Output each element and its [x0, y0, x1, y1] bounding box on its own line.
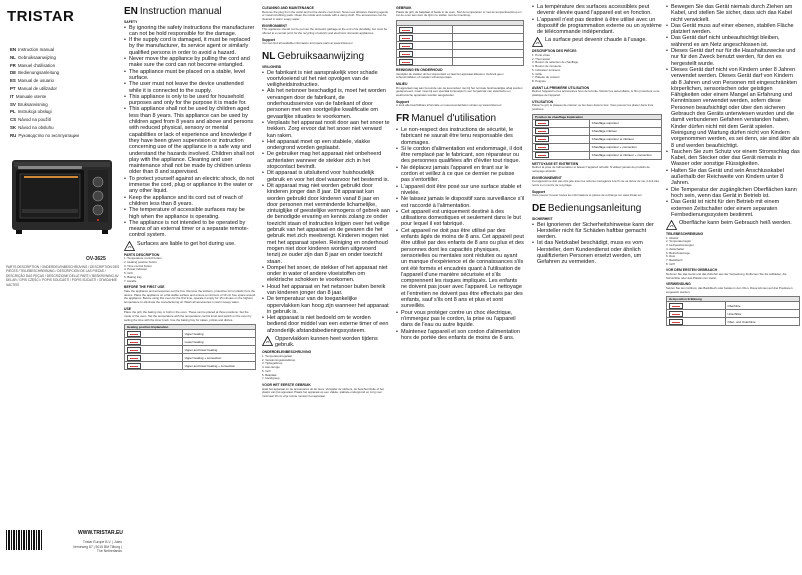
table-row: [533, 119, 662, 127]
parts-item: 5. Grill: [262, 368, 271, 373]
oven-mode-icon: [399, 27, 413, 33]
de-heating-table: [666, 296, 800, 326]
oven-mode-icon: [127, 339, 141, 345]
heating-mode-label: Ober- und Unterhitze: [725, 318, 799, 326]
en-heading: [124, 6, 256, 17]
en-support-label: Support: [262, 37, 275, 42]
heating-mode-label: Upper heating + convection: [182, 354, 255, 362]
heating-mode-icon-cell: [533, 119, 590, 127]
hot-surface-icon: [262, 336, 273, 346]
oven-mode-icon: [399, 43, 413, 49]
oven-mode-icon: [669, 303, 683, 309]
heating-mode-label: Upper heating: [182, 330, 255, 338]
list-item: • Si le cordon d'alimentation est endommagé, il doit être remplacé par le fabricant, son réparateur ou des personnes qualifiées afin d'éviter tout risque.: [396, 146, 524, 165]
heating-mode-icon-cell: [125, 338, 183, 346]
website-url[interactable]: WWW.TRISTAR.EU: [78, 530, 123, 536]
parts-item: 3. Tijdregelknop: [262, 361, 283, 366]
list-item: • Dompel het snoer, de stekker of het apparaat niet onder in water of andere vloeistoffen om elektrische schokken te voorkomen.: [262, 265, 390, 284]
de-use-text: Setzen Sie den Grillrost, das Backblech oder beides in den Ofen. Diese können auf drei Positionen eingesetzt werden.: [666, 285, 793, 294]
parts-item: 2. Temperaturregler: [666, 239, 692, 244]
de-code: DE: [532, 203, 546, 214]
language-entry: [10, 124, 122, 132]
fr-parts-label: DESCRIPTION DES PIÈCES: [532, 49, 577, 54]
table-row: [125, 346, 256, 354]
language-title: Gebruiksaanwijzing: [17, 54, 56, 60]
nl-cleaning-label: REINIGING EN ONDERHOUD: [396, 68, 443, 72]
nl-use-label: GEBRUIK: [396, 6, 412, 10]
en-parts-label: PARTS DESCRIPTION: [124, 252, 160, 257]
list-item: • By ignoring the safety instructions the manufacturer can not be hold responsible for the damage.: [124, 25, 256, 38]
language-title: Návod na použití: [18, 117, 52, 123]
language-code: SV: [10, 101, 16, 107]
column-en-nl: [262, 4, 390, 572]
column-fr: [532, 4, 662, 572]
heating-mode-label: Upper and lower heating + convection: [182, 362, 255, 370]
oven-mode-icon: [399, 59, 413, 65]
heating-mode-icon-cell: [125, 354, 183, 362]
parts-item: 7. Backblech: [666, 257, 683, 262]
list-item: • Keep the appliance and its cord out of reach of children less than 8 years.: [124, 195, 256, 208]
en-safety-list: [124, 25, 256, 239]
nl-title: Gebruiksaanwijzing: [277, 51, 365, 62]
parts-item: 6. Bakplaat: [262, 372, 277, 377]
list-item: • The appliance must be placed on a stable, level surface.: [124, 69, 256, 82]
parts-item: 1. Glastür: [666, 235, 679, 240]
table-row: [125, 330, 256, 338]
list-item: • Als het netsnoer beschadigd is, moet het worden vervangen door de fabrikant, de onderhoudsservice van de fabrikant of door personen met een soortgelijke kwalificatie om gevaarlijke situaties te voorkomen.: [262, 88, 390, 119]
table-row: [397, 26, 524, 34]
oven-mode-icon: [399, 35, 413, 41]
en-cleaning-label: CLEANING AND MAINTENANCE: [262, 6, 314, 10]
fr-safety-list: [396, 127, 524, 341]
fr-use-text: Placez le gril, le plateau de cuisson ou les deux dans le four. Vous pouvez les placer dans trois positions.: [532, 103, 654, 111]
list-item: • The appliance is not intended to be operated by means of an external timer or a separate remote-control system.: [124, 220, 256, 239]
parts-item: 3. Bouton de sélection de chauffage: [532, 60, 579, 65]
parts-item: 5. Indicateur lumineux: [532, 67, 561, 72]
en-use-text: Place the grill, the baking tray or both in the oven. These can be placed at three positions. Set the mode of the oven. Set the temperature with the temperature control knob and switch on the oven by setting the time with the timer knob. Use the baking tray for cakes, pizzas and dishes.: [124, 310, 252, 322]
list-item: • Tauchen Sie zum Schutz vor einem Stromschlag das Kabel, den Stecker oder das Gerät niemals in Wasser oder sonstige Flüssigkeiten.: [666, 149, 800, 168]
list-item: • Das Gerät muss auf einer ebenen, stabilen Fläche platziert werden.: [666, 23, 800, 36]
heating-mode-icon-cell: [397, 50, 453, 58]
fr-safety-list-cont: [532, 4, 662, 35]
language-code: ES: [10, 78, 16, 84]
language-code: EN: [10, 47, 17, 52]
parts-item: 7. Handle: [124, 278, 137, 283]
heating-mode-icon-cell: [533, 151, 590, 159]
list-item: • Never move the appliance by pulling the cord and make sure the cord can not become entangled.: [124, 56, 256, 69]
nl-heating-table: [396, 20, 524, 66]
nl-parts-list: [262, 355, 390, 381]
list-item: • Das Gerät ist nicht für den Betrieb mit einem externen Zeitschalter oder einem separaten Fernbedienungssystem bestimmt.: [666, 199, 800, 218]
de-before-label: VOR DEM ERSTEN GEBRAUCH: [666, 268, 718, 273]
language-code: FR: [10, 62, 16, 68]
list-item: • Cet appareil est uniquement destiné à des utilisations domestiques et seulement dans le but pour lequel il est fabriqué.: [396, 209, 524, 228]
list-item: • Ne déplacez jamais l'appareil en tirant sur le cordon et veillez à ce que ce dernier ne puisse pas s'entortiller.: [396, 165, 524, 184]
list-item: • Dieses Gerät darf nur für die Haushaltszwecke und nur für den Zweck benutzt werden, für den es hergestellt wurde.: [666, 48, 800, 67]
en-before-text: Take the appliance and accessories out the box. Remove the stickers, protective foil or plastic from the device. Place the appliance on a flat stable surface and ensure a minimum of 10 cm free space around the appliance. Before using this oven for the first time, operate it empty for 15 minutes on the highest temperature to eliminate the manufacturing oil. Wash all accessories in warm soapy water.: [124, 288, 256, 304]
list-item: • The temperature of accessible surfaces may be high when the appliance is operating.: [124, 207, 256, 220]
fr-title: Manuel d'utilisation: [411, 113, 497, 124]
language-entry: [10, 85, 122, 93]
list-item: • Dieses Gerät darf nicht von Kindern unter 8 Jahren verwendet werden. Dieses Gerät darf von Kindern ab 8 Jahren und von Personen mit eingeschränkten körperlichen, sensorischen oder geistigen Fähigkeiten oder einem Mangel an Erfahrung und Kenntnissen verwendet werden, sofern diese Personen beaufsichtigt oder über den sicheren Gebrauch des Geräts unterwiesen wurden und die damit verbundenen Gefahren verstanden haben. Kinder dürfen nicht mit dem Gerät spielen. Reinigung und Wartung dürfen nicht von Kindern vorgenommen werden, es sei denn, sie sind älter als 8 und werden beaufsichtigt.: [666, 67, 800, 149]
list-item: • La température des surfaces accessibles peut devenir élevée quand l'appareil est en fonction.: [532, 4, 662, 17]
language-title: Manual de utilizador: [17, 85, 57, 91]
table-row: [125, 354, 256, 362]
list-item: • If the supply cord is damaged, it must be replaced by the manufacturer, its service agent or similarly qualified persons in order to avoid a hazard.: [124, 37, 256, 56]
list-item: • Houd het apparaat en het netsnoer buiten bereik van kinderen jonger dan 8 jaar.: [262, 284, 390, 297]
de-safety-list-cont: [666, 4, 800, 218]
list-item: • This appliance shall not be used by children aged less than 8 years. This appliance can be used by children aged from 8 years and above and persons with reduced physical, sensory or mental capabilities or lack of experience and knowledge if they have been given supervision or instruction concerning use of the appliance in a safe way and understand the hazards involved. Children shall not play with the appliance. Cleaning and user maintenance shall not be made by children unless older than 8 and supervised.: [124, 106, 256, 175]
language-code: IT: [10, 93, 14, 99]
fr-support-text: Vous pouvez trouver toutes les informations et pièces de rechange sur www.tristar.eu!: [532, 193, 642, 198]
heating-mode-label: Chauffage supérieur et inférieur: [589, 135, 661, 143]
fr-cleaning-text: Retirez la prise de l'alimentation et laissez l'appareil refroidir. N'utilisez jamais de produits de nettoyage abrasifs.: [532, 165, 650, 173]
language-entry: [10, 101, 122, 109]
oven-mode-icon: [127, 331, 141, 337]
language-title: Руководство по эксплуатации: [18, 132, 79, 138]
parts-item: 3. Heizpositionsregler: [666, 243, 694, 248]
parts-item: 4. Zeitschalter: [666, 246, 685, 251]
table-row: [667, 310, 800, 318]
language-entry: [10, 108, 122, 116]
fr-table-title: Position de chauffage Explication: [533, 114, 662, 119]
en-support-text: You can find all available information and spare parts at www.tristar.eu!: [262, 41, 353, 46]
parts-item: 6. Rost: [666, 254, 676, 259]
language-code: NL: [10, 54, 16, 60]
language-title: Instruction manual: [18, 47, 54, 52]
heating-mode-label: Chauffage supérieur + convection: [589, 143, 661, 151]
list-item: • Dit apparaat is uitsluitend voor huishoudelijk gebruik en voor het doel waarvoor het bestemd is.: [262, 170, 390, 183]
fr-use-label: UTILISATION: [532, 99, 554, 104]
de-title: Bedienungsanleitung: [547, 203, 642, 214]
en-table-title: Heating position Explanation: [125, 325, 256, 330]
heating-mode-label: Unterhitze: [725, 310, 799, 318]
en-environment-label: ENVIRONMENT: [262, 23, 288, 28]
parts-item: 2. Heating position button: [124, 259, 157, 264]
language-entry: [10, 116, 122, 124]
hot-surface-icon: [666, 220, 677, 230]
en-hot-surface-note: [124, 241, 256, 251]
parts-item: 7. Plateau de cuisson: [532, 75, 560, 80]
language-code: PL: [10, 109, 16, 115]
heating-mode-label: Oberhitze: [725, 302, 799, 310]
oven-mode-icon: [399, 51, 413, 57]
list-item: • Bewegen Sie das Gerät niemals durch Ziehen am Kabel, und stellen Sie sicher, dass sich das Kabel nicht verwickelt.: [666, 4, 800, 23]
en-code: EN: [124, 6, 138, 17]
de-safety-list: [532, 222, 662, 266]
heating-mode-label: Lower heating: [182, 338, 255, 346]
language-title: Návod na obsluhu: [18, 124, 54, 130]
heating-mode-icon-cell: [125, 362, 183, 370]
table-row: [667, 302, 800, 310]
de-parts-label: TEILEBESCHREIBUNG: [666, 232, 704, 237]
nl-parts-label: ONDERDELENBESCHRIJVING: [262, 350, 312, 355]
language-title: Bedienungsanleitung: [18, 70, 60, 76]
list-item: • L'appareil doit être posé sur une surface stable et nivelée.: [396, 184, 524, 197]
list-item: • Maintenez l'appareil et son cordon d'alimentation hors de portée des enfants de moins de 8 ans.: [396, 329, 524, 342]
nl-cleaning-text: Verwijder de stekker uit het stopcontact en laat het apparaat afkoelen. Gebruik geen schuurmiddelen of metalen schuursponsjes.: [396, 71, 504, 80]
nl-code: NL: [262, 51, 276, 62]
nl-environment-label: MILIEU: [396, 82, 408, 86]
language-entry: [10, 93, 122, 101]
nl-heading: [262, 51, 390, 62]
heating-mode-icon-cell: [397, 58, 453, 66]
language-code: PT: [10, 85, 16, 91]
nl-support-label: Support: [396, 99, 409, 104]
de-hot-surface-text: Oberfläche kann beim Gebrauch heiß werden.: [679, 220, 792, 227]
language-entry: [10, 62, 122, 70]
list-item: • The user must not leave the device unattended while it is connected to the supply.: [124, 81, 256, 94]
fr-parts-list: [532, 54, 662, 84]
heating-mode-icon-cell: [125, 330, 183, 338]
parts-item: 1. Temperature control button: [124, 256, 162, 261]
oven-mode-icon: [127, 347, 141, 353]
list-item: • Het apparaat is niet bedoeld om te worden bediend door middel van een externe timer of een afzonderlijk afstandsbedieningssysteem.: [262, 315, 390, 334]
table-row: [533, 151, 662, 159]
nl-safety-label: VEILIGHEID: [262, 65, 282, 69]
heating-mode-icon-cell: [125, 346, 183, 354]
heating-mode-label: Chauffage supérieur: [589, 119, 661, 127]
language-code: CS: [10, 117, 17, 123]
heating-mode-label: Upper and lower heating: [182, 346, 255, 354]
heating-mode-label: [452, 26, 523, 34]
brand-logo: TRISTAR: [7, 8, 75, 25]
heating-mode-label: [452, 50, 523, 58]
language-entry: [10, 54, 122, 62]
nl-use-text: Plaats de grill, de bakplaat of beide in de oven. Stel de temperatuur in met de temperatuurknop en zet de oven aan door de tijd in te stellen met de timerknop.: [396, 9, 522, 18]
parts-item: 2. Verwarmingsstandknop: [262, 357, 296, 362]
en-hot-surface-text: Surfaces are liable to get hot during use.: [137, 240, 236, 247]
en-cleaning-text: Remove the plug from the outlet and let the device cool down. Never use abrasive cleaning agents or metal scrubbing pads. Clean the inside and outside with a damp cloth. The accessories can be cleaned in warm soapy water.: [262, 9, 388, 21]
nl-environment-text: Dit apparaat mag aan het einde van de levensduur niet bij het normale huishoudelijke afval worden gedeponeerd, maar moet bij een speciaal inzamelpunt voor hergebruik van elektrische en elektronische apparaten worden aangeboden.: [396, 85, 523, 97]
list-item: • Het apparaat moet op een stabiele, vlakke ondergrond worden geplaatst.: [262, 139, 390, 152]
language-entry: [10, 77, 122, 85]
nl-hot-surface-note: [262, 336, 390, 348]
language-title: Bruksanvisning: [17, 101, 48, 107]
parts-item: 2. Thermostat: [532, 56, 550, 61]
parts-item: 4. Power indicator: [124, 267, 148, 272]
de-table-title: Heizposition Erklärung: [667, 297, 800, 302]
heating-mode-icon-cell: [397, 26, 453, 34]
language-entry: [10, 69, 122, 77]
fr-hot-surface-text: La surface peut devenir chaude à l'usage.: [545, 37, 647, 44]
list-item: • Halten Sie das Gerät und sein Anschlusskabel außerhalb der Reichweite von Kindern unter 8 Jahren.: [666, 168, 800, 187]
table-row: [533, 143, 662, 151]
company-address: Tristar Europe B.V. | Jules Verneweg 87 | 5015 BM Tilburg | The Netherlands: [72, 540, 122, 554]
hot-surface-icon: [532, 37, 543, 47]
language-code: SK: [10, 124, 17, 130]
de-heading: [532, 203, 662, 214]
oven-mode-icon: [127, 363, 141, 369]
oven-mode-icon: [535, 152, 549, 158]
de-use-label: VERWENDUNG: [666, 282, 691, 287]
oven-illustration: [6, 150, 118, 246]
nl-support-text: U kunt alle beschikbare informatie en reserveonderdelen vinden op www.tristar.eu!: [396, 103, 502, 108]
nl-before-text: Haal het apparaat en de accessoires uit de doos. Verwijder de stickers, de beschermfolie of het plastic van het apparaat. Plaats het apparaat op een vlakke, stabiele ondergrond en zorg voor minimaal 10 cm vrije ruimte rondom het apparaat.: [262, 386, 384, 398]
list-item: • This appliance is only to be used for household purposes and only for the purpose it is made for.: [124, 94, 256, 107]
list-item: • De fabrikant is niet aansprakelijk voor schade voortvloeiend uit het niet opvolgen van de veiligheidsinstructies.: [262, 70, 390, 89]
language-entry: [10, 46, 122, 54]
heating-mode-icon-cell: [397, 42, 453, 50]
list-item: • Die Temperatur der zugänglichen Oberflächen kann hoch sein, wenn das Gerät in Betrieb ist.: [666, 187, 800, 200]
language-title: Manuel d'utilisation: [17, 62, 56, 68]
heating-mode-icon-cell: [397, 34, 453, 42]
barcode: [6, 530, 42, 550]
list-item: • L'appareil n'est pas destiné à être utilisé avec un dispositif de programmation externe ou un système de télécommande indépendant.: [532, 17, 662, 36]
language-title: Manual de usuario: [17, 78, 54, 84]
language-code: DE: [10, 70, 17, 76]
list-item: • Le non-respect des instructions de sécurité, le fabricant ne saurait être tenu responsable des dommages.: [396, 127, 524, 146]
fr-before-label: AVANT LA PREMIÈRE UTILISATION: [532, 85, 590, 90]
list-item: • Bei Ignorieren der Sicherheitshinweise kann der Hersteller nicht für Schäden haftbar gemacht werden.: [532, 222, 662, 241]
table-row: [533, 135, 662, 143]
cover-parts-caption: PARTS DESCRIPTION / ONDERDELENBESCHRIJVING / DESCRIPTION DES PIÈCES / TEILEBESCHREIBUNG / DESCRIPCIÓN DE LAS PIEZAS / DESCRIÇÃO DAS PEÇAS / DESCRIZIONE DELLE PARTI / BESKRIVNING AV DELAR / OPIS CZĘŚCI / POPIS SOUČÁSTÍ / POPIS SÚČASTÍ / ОПИСАНИЕ ЧАСТЕЙ: [6, 265, 120, 287]
fr-cleaning-label: NETTOYAGE ET ENTRETIEN: [532, 161, 579, 166]
list-item: • Pour vous protéger contre un choc électrique, n'immergez pas le cordon, la prise ou l'appareil dans de l'eau ou autre liquide.: [396, 310, 524, 329]
heating-mode-icon-cell: [533, 135, 590, 143]
table-row: [667, 318, 800, 326]
en-heating-table: [124, 324, 256, 370]
de-hot-surface-note: [666, 220, 800, 230]
oven-mode-icon: [535, 128, 549, 134]
parts-item: 6. Grille: [532, 71, 542, 76]
language-list: [10, 46, 122, 140]
parts-item: 5. Betriebsanzeige: [666, 250, 690, 255]
de-safety-label: SICHERHEIT: [532, 217, 553, 221]
list-item: • Verplaats het apparaat nooit door aan het snoer te trekken. Zorg ervoor dat het snoer niet verward kan raken.: [262, 120, 390, 139]
nl-before-label: VOOR HET EERSTE GEBRUIK: [262, 382, 311, 387]
list-item: • Das Gerät darf nicht unbeaufsichtigt bleiben, während es am Netz angeschlossen ist.: [666, 35, 800, 48]
parts-item: 5. Grill: [124, 271, 133, 276]
table-row: [397, 50, 524, 58]
oven-mode-icon: [669, 319, 683, 325]
column-de: [666, 4, 800, 572]
fr-code: FR: [396, 113, 410, 124]
en-use-label: USE: [124, 306, 131, 311]
heating-mode-icon-cell: [533, 143, 590, 151]
en-parts-list: [124, 257, 256, 283]
oven-mode-icon: [127, 355, 141, 361]
hot-surface-icon: [124, 241, 135, 251]
en-before-label: BEFORE THE FIRST USE: [124, 285, 165, 290]
heating-mode-label: Chauffage supérieur et inférieur + convection: [589, 151, 661, 159]
parts-item: 1. Temperatuurregelaar: [262, 354, 292, 359]
table-row: [125, 338, 256, 346]
column-nl-fr: [396, 4, 524, 572]
en-safety-label: SAFETY: [124, 20, 138, 24]
parts-item: 3. Time control button: [124, 263, 152, 268]
language-code: RU: [10, 132, 17, 138]
table-row: [533, 127, 662, 135]
heating-mode-icon-cell: [533, 127, 590, 135]
heating-mode-icon-cell: [667, 302, 726, 310]
table-row: [397, 58, 524, 66]
list-item: • De temperatuur van de toegankelijke oppervlakken kan hoog zijn wanneer het apparaat in gebruik is.: [262, 296, 390, 315]
heating-mode-icon-cell: [667, 318, 726, 326]
fr-heading: [396, 113, 524, 124]
list-item: • Ist das Netzkabel beschädigt, muss es vom Hersteller, dem Kundendienst oder ähnlich qualifizierten Personen ersetzt werden, um Gefahren zu vermeiden.: [532, 240, 662, 265]
list-item: • De gebruiker mag het apparaat niet onbeheerd achterlaten wanneer de stekker zich in het stopcontact bevindt.: [262, 151, 390, 170]
fr-heating-table: [532, 114, 662, 160]
fr-hot-surface-note: [532, 37, 662, 47]
parts-item: 8. Poignée: [532, 79, 546, 83]
parts-item: 1. Porte vitrée: [532, 53, 550, 58]
oven-mode-icon: [669, 311, 683, 317]
column-en: [124, 4, 256, 572]
model-number: OV-3625: [86, 256, 106, 262]
language-entry: [10, 132, 122, 140]
oven-mode-icon: [535, 144, 549, 150]
oven-mode-icon: [535, 120, 549, 126]
parts-item: 6. Baking tray: [124, 274, 142, 279]
parts-item: 4. Bouton de minuterie: [532, 64, 562, 69]
parts-item: 4. Aan-lampje: [262, 365, 280, 370]
fr-environment-label: ENVIRONNEMENT: [532, 175, 562, 180]
fr-before-text: Retirez l'appareil et les accessoires hors de la boîte. Retirez les autocollants, le film protecteur ou le plastique de l'appareil.: [532, 89, 660, 97]
cover-panel: [0, 0, 124, 575]
heating-mode-label: [452, 42, 523, 50]
table-row: [125, 362, 256, 370]
oven-mode-icon: [535, 136, 549, 142]
language-title: Instrukcja obsługi: [17, 109, 52, 115]
nl-safety-list: [262, 70, 390, 334]
de-parts-list: [666, 237, 800, 267]
table-row: [397, 42, 524, 50]
heating-mode-label: [452, 34, 523, 42]
en-environment-text: This appliance should not be put into the domestic garbage at the end of its durability, but must be offered at a central point for the recycling of electric and electronic domestic appliances.: [262, 27, 388, 35]
language-title: Manuale utente: [15, 93, 47, 99]
list-item: • To protect yourself against an electric shock, do not immerse the cord, plug or appliance in the water or any other liquid.: [124, 176, 256, 195]
table-row: [397, 34, 524, 42]
list-item: • Dit apparaat mag niet worden gebruikt door kinderen jonger dan 8 jaar. Dit apparaat kan worden gebruikt door kinderen vanaf 8 jaar en door personen met verminderde lichamelijke, zintuiglijke of geestelijke vermogens of gebrek aan de benodigde ervaring en kennis zolang ze onder toezicht staan of instructies krijgen over het veilige gebruik van het apparaat en de gevaren die het gebruik met zich meebrengt. Kinderen mogen niet met het apparaat spelen. Reiniging en onderhoud mogen niet door kinderen worden uitgevoerd tenzij ze ouder zijn dan 8 jaar en onder toezicht staan.: [262, 183, 390, 265]
parts-item: 7. Handgreep: [262, 376, 280, 381]
list-item: • Ne laissez jamais le dispositif sans surveillance s'il est raccordé à l'alimentation.: [396, 196, 524, 209]
fr-environment-text: Cet appareil ne doit pas être jeté avec les ordures ménagères à la fin de sa durée de vie, il doit être remis à un centre de recyclage.: [532, 179, 660, 187]
parts-item: 8. Griff: [666, 261, 675, 266]
fr-support-label: Support: [532, 189, 545, 194]
heating-mode-icon-cell: [667, 310, 726, 318]
de-before-text: Nehmen Sie das Gerät und das Zubehör aus der Verpackung. Entfernen Sie die Aufkleber, die Schutzfolie oder das Plastik vom Gerät.: [666, 271, 787, 280]
en-title: Instruction manual: [139, 6, 222, 17]
heating-mode-label: [452, 58, 523, 66]
nl-hot-surface-text: Oppervlakken kunnen heet worden tijdens gebruik.: [275, 336, 378, 349]
list-item: • Cet appareil ne doit pas être utilisé par des enfants âgés de moins de 8 ans. Cet appareil peut être utilisé par des enfants de 8 ans ou plus et des personnes dont les capacités physiques, sensorielles ou mentales sont réduites ou ayant un manque d'expérience et de connaissances s'ils ont été formés et encadrés quant à l'utilisation de l'appareil d'une manière sécurisée et s'ils comprennent les risques impliqués. Les enfants ne doivent pas jouer avec l'appareil. Le nettoyage et l'entretien ne doivent pas être effectués par des enfants, sauf s'ils ont 8 ans et plus et sont surveillés.: [396, 228, 524, 310]
heating-mode-label: Chauffage inférieur: [589, 127, 661, 135]
